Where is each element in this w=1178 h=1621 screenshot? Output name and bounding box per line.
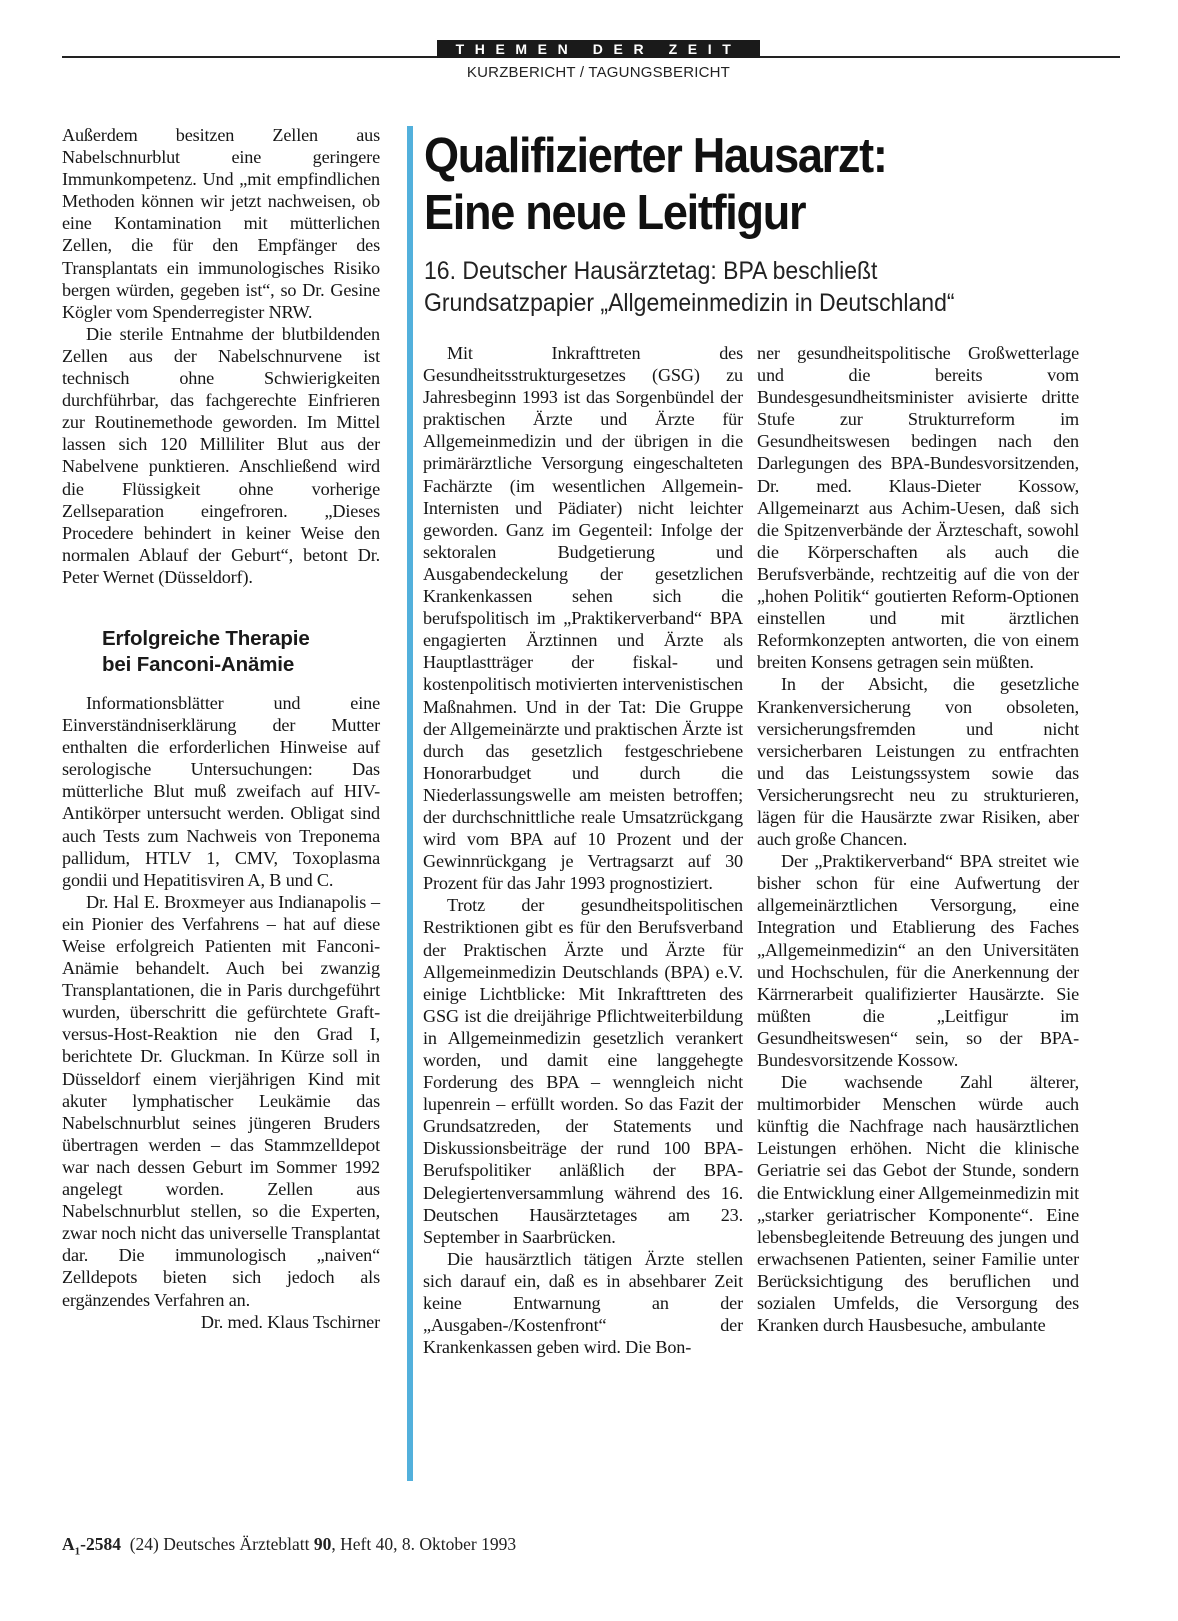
section-heading-line-2: bei Fanconi-Anämie [102,652,295,676]
article-title-line-2: Eine neue Leitfigur [424,186,806,240]
paragraph: In der Absicht, die gesetzliche Krankenversicherung von obsoleten, versicherungsfremden und nicht versicherbaren Leistungen zu entfrachten und das Leistungssystem sowie das Versicherungsrecht neu zu strukturieren, lägen für die Hausärzte zwar Risiken, aber auch große Chancen. [757,674,1079,850]
paragraph: Mit Inkrafttreten des Gesundheitsstrukturgesetzes (GSG) zu Jahresbeginn 1993 ist das Sorgenbündel der praktischen Ärzte und Ärzte für Allgemeinmedizin und der übrigen in die primärärztliche Versorgung eingeschalteten Fachärzte (im wesentlichen Allgemein-Internisten und Pädiater) nicht leichter geworden. Ganz im Gegenteil: Infolge der sektoralen Budgetierung und Ausgabendeckelung der gesetzlichen Krankenkassen sehen sich die berufspolitisch im „Praktikerverband“ BPA engagierten Ärztinnen und Ärzte als Hauptlastträger der fiskal- und kostenpolitisch motivierten intervenistischen Maßnahmen. Und in der Tat: Die Gruppe der Allgemeinärzte und praktischen Ärzte ist durch das gesetzlich festgeschriebene Honorarbudget und durch die Niederlassungswelle am meisten betroffen; der durchschnittliche reale Umsatzrückgang wird vom BPA auf 10 Prozent und der Gewinnrückgang je Vertragsarzt auf 30 Prozent für das Jahr 1993 prognostiziert. [423,343,743,894]
paragraph: Die hausärztlich tätigen Ärzte stellen sich darauf ein, daß es in absehbarer Zeit keine Entwarnung an der „Ausgaben-/Kostenfront“ der Krankenkassen geben wird. Die Bon- [423,1248,743,1358]
section-heading-line-1: Erfolgreiche Therapie [102,626,310,650]
paragraph: ner gesundheitspolitische Großwetterlage und die bereits vom Bundesgesundheitsminister avisierte dritte Stufe zur Strukturreform im Gesundheitswesen bedingen nach den Darlegungen des BPA-Bundesvorsitzenden, Dr. med. Klaus-Dieter Kossow, Allgemeinarzt aus Achim-Uesen, daß sich die Spitzenverbände der Ärzteschaft, sowohl die Körperschaften als auch die Berufsverbände, rechtzeitig auf die von der „hohen Politik“ goutierten Reform-Optionen einstellen und mit ärztlichen Reformkonzepten antworten, die von einem breiten Konsens getragen sein müßten. [757,343,1079,673]
paragraph: Informationsblätter und eine Einverständniserklärung der Mutter enthalten die erforderlichen Hinweise auf serologische Untersuchungen: Das mütterliche Blut muß zweifach auf HIV-Antikörper untersucht werden. Obligat sind auch Tests zum Nachweis von Treponema pallidum, HTLV 1, CMV, Toxoplasma gondii und Hepatitisviren A, B und C. [62,692,380,890]
article-subtitle-line-2: Grundsatzpapier „Allgemeinmedizin in Deutschland“ [424,289,955,317]
issue-date: , Heft 40, 8. Oktober 1993 [331,1534,517,1554]
page-number: $A_1-2584$ [62,1534,121,1558]
issue-info: (24) Deutsches Ärzteblatt [129,1534,310,1554]
section-subtitle: KURZBERICHT / TAGUNGSBERICHT [466,64,731,81]
right-column [757,342,1079,1336]
paragraph: Trotz der gesundheitspolitischen Restriktionen gibt es für den Berufsverband der Praktischen Ärzte und Ärzte für Allgemeinmedizin Deutschlands (BPA) e.V. einige Lichtblicke: Mit Inkrafttreten des GSG ist die dreijährige Pflichtweiterbildung in Allgemeinmedizin gesetzlich verankert worden, und damit eine langgehegte Forderung des BPA – wenngleich nicht lupenrein – erfüllt worden. So das Fazit der Grundsatzreden, der Statements und Diskussionsbeiträge der rund 100 BPA-Berufspolitiker anläßlich der BPA-Delegiertenversammlung während des 16. Deutschen Hausärztetages am 23. September in Saarbrücken. [423,895,743,1247]
section-heading [62,626,380,678]
article-subtitle [424,255,1068,319]
section-label: THEMEN DER ZEIT [437,40,760,58]
left-column [62,124,380,1333]
volume-number: 90 [313,1534,332,1554]
paragraph: Dr. Hal E. Broxmeyer aus Indianapolis – ein Pionier des Verfahrens – hat auf diese Weise erfolgreich Patienten mit Fanconi-Anämie behandelt. Auch bei zwanzig Transplantationen, die in Paris durchgeführt wurden, überschritt die gefürchtete Graft-versus-Host-Reaktion nie den Grad I, berichtete Dr. Gluckman. In Kürze soll in Düsseldorf einem vierjährigen Kind mit akuter lymphatischer Leukämie das Nabelschnurblut seines jüngeren Bruders übertragen werden – das Stammzelldepot war nach dessen Geburt im Sommer 1992 angelegt worden. Zellen aus Nabelschnurblut stellen, so die Experten, zwar noch nicht das universelle Transplantat dar. Die immunologisch „naiven“ Zelldepots bieten sich jedoch als ergänzendes Verfahren an. [62,891,380,1310]
author-line [62,1311,380,1333]
middle-column [423,342,743,1358]
article-subtitle-line-1: 16. Deutscher Hausärztetag: BPA beschließt [424,257,878,285]
accent-bar [407,126,413,1481]
paragraph: Die wachsende Zahl älterer, multimorbider Menschen würde auch künftig die Nachfrage nach hausärztlichen Leistungen erhöhen. Nicht die klinische Geriatrie sei das Gebot der Stunde, sondern die Entwicklung einer Allgemeinmedizin mit „starker geriatrischer Komponente“. Eine lebensbegleitende Betreuung des jungen und erwachsenen Patienten, seiner Familie unter Berücksichtigung des beruflichen und sozialen Umfelds, die Versorgung des Kranken durch Hausbesuche, ambulante [757,1072,1080,1336]
paragraph: Der „Praktikerverband“ BPA streitet wie bisher schon für eine Aufwertung der allgemeinärztlichen Versorgung, eine Integration und Etablierung des Faches „Allgemeinmedizin“ an den Universitäten und Hochschulen, für die Anerkennung der Kärrnerarbeit qualifizierter Hausärzte. Sie müßten die „Leitfigur im Gesundheitswesen“ sein, so der BPA-Bundesvorsitzende Kossow. [757,851,1079,1070]
article-title [424,128,1068,242]
page-footer [62,1534,516,1558]
article-title-line-1: Qualifizierter Hausarzt: [424,129,887,183]
paragraph: Außerdem besitzen Zellen aus Nabelschnurblut eine geringere Immunkompetenz. Und „mit empfindlichen Methoden können wir jetzt nachweisen, ob eine Kontamination mit mütterlichen Zellen, die für den Empfänger des Transplantats ein immunologisches Risiko bergen würden, gegeben ist“, so Dr. Gesine Kögler vom Spenderregister NRW. [62,125,380,322]
paragraph: Die sterile Entnahme der blutbildenden Zellen aus der Nabelschnurvene ist technisch ohne Schwierigkeiten durchführbar, das fachgerechte Einfrieren zur Routinemethode geworden. Im Mittel lassen sich 120 Milliliter Blut aus der Nabelvene punktieren. Anschließend wird die Flüssigkeit ohne vorherige Zellseparation eingefroren. „Dieses Procedere behindert in keiner Weise den normalen Ablauf der Geburt“, betont Dr. Peter Wernet (Düsseldorf). [62,323,380,587]
author-signature: Dr. med. Klaus Tschirner [200,1311,380,1332]
